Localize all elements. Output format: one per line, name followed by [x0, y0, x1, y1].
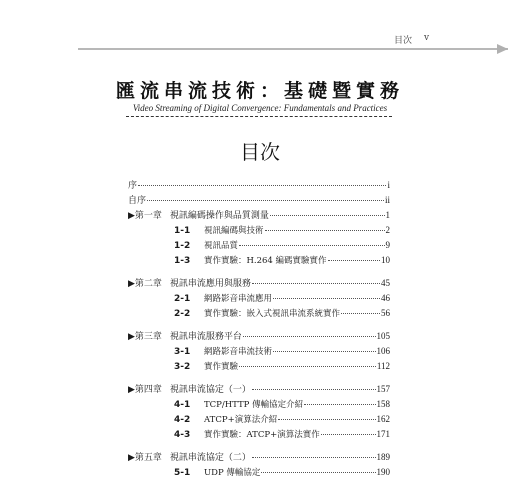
dot-leader — [341, 313, 380, 314]
toc-section-1-2[interactable] — [128, 238, 390, 253]
chapter-number: ▶第五章 — [128, 453, 162, 463]
section-page: 2 — [385, 225, 390, 235]
running-head-page-number: v — [424, 33, 430, 43]
chapter-title: 視訊串流應用與服務 — [169, 279, 251, 289]
section-page: 56 — [381, 308, 390, 318]
chapter-page: 1 — [385, 210, 390, 220]
toc-entry-page: i — [387, 180, 390, 190]
toc-section-3-1[interactable] — [128, 344, 390, 359]
book-title: 匯流串流技術：基礎暨實務 — [115, 80, 404, 102]
chapter-page: 189 — [376, 452, 390, 462]
chapter-page: 157 — [376, 384, 390, 394]
section-title: 視訊品質 — [204, 241, 239, 251]
dot-leader — [278, 419, 375, 420]
toc-chapter-2[interactable] — [128, 276, 390, 291]
toc-section-4-2[interactable] — [128, 412, 390, 427]
chapter-title: 視訊串流協定（二） — [169, 453, 251, 463]
chapter-number: ▶第一章 — [128, 211, 162, 221]
book-subtitle: Video Streaming of Digital Convergence: Fundamentals and Practices — [132, 103, 388, 113]
header-arrow-icon — [497, 44, 508, 54]
dot-leader — [252, 283, 380, 284]
dot-leader — [147, 200, 384, 201]
toc-entry-label: 自序 — [128, 196, 147, 206]
dot-leader — [243, 336, 376, 337]
section-title: ATCP+演算法介紹 — [204, 415, 278, 425]
dot-leader — [239, 245, 384, 246]
toc-chapter-1[interactable] — [128, 208, 390, 223]
toc-heading: 目次 — [240, 140, 280, 164]
dot-leader — [261, 472, 375, 473]
section-number: 1-1 — [174, 226, 191, 236]
section-page: 112 — [376, 361, 390, 371]
section-page: 190 — [376, 467, 390, 477]
section-page: 106 — [376, 346, 390, 356]
section-number: 1-3 — [174, 256, 191, 266]
section-title: UDP 傳輸協定 — [204, 468, 261, 478]
section-title: 實作實驗：嵌入式視訊串流系統實作 — [204, 309, 341, 319]
toc-entry-page: ii — [384, 195, 390, 205]
chapter-title: 視訊串流服務平台 — [169, 332, 242, 342]
section-title: 網路影音串流技術 — [204, 347, 273, 357]
dot-leader — [138, 185, 386, 186]
section-number: 2-1 — [174, 294, 191, 304]
toc-chapter-5[interactable] — [128, 450, 390, 465]
dot-leader — [273, 351, 375, 352]
chapter-title: 視訊編碼操作與品質測量 — [169, 211, 269, 221]
chapter-title: 視訊串流協定（一） — [169, 385, 251, 395]
section-title: 實作實驗：H.264 編碼實驗實作 — [204, 256, 327, 266]
chapter-number: ▶第三章 — [128, 332, 162, 342]
chapter-page: 45 — [381, 278, 390, 288]
toc-section-3-2[interactable] — [128, 359, 390, 374]
section-page: 46 — [381, 293, 390, 303]
dot-leader — [273, 298, 380, 299]
section-title: 網路影音串流應用 — [204, 294, 273, 304]
dot-leader — [328, 260, 380, 261]
chapter-page: 105 — [376, 331, 390, 341]
section-number: 3-2 — [174, 362, 191, 372]
section-number: 4-2 — [174, 415, 191, 425]
toc-section-2-2[interactable] — [128, 306, 390, 321]
section-page: 171 — [376, 429, 390, 439]
header-rule — [78, 48, 508, 50]
section-number: 3-1 — [174, 347, 191, 357]
section-number: 4-1 — [174, 400, 191, 410]
dot-leader — [321, 434, 376, 435]
section-page: 158 — [376, 399, 390, 409]
dot-leader — [239, 366, 376, 367]
toc-chapter-3[interactable] — [128, 329, 390, 344]
section-title: 視訊編碼與技術 — [204, 226, 264, 236]
toc-section-4-3[interactable] — [128, 427, 390, 442]
section-number: 1-2 — [174, 241, 191, 251]
dot-leader — [304, 404, 375, 405]
toc-chapter-4[interactable] — [128, 382, 390, 397]
dot-leader — [265, 230, 385, 231]
section-title: 實作實驗 — [204, 362, 239, 372]
chapter-number: ▶第四章 — [128, 385, 162, 395]
toc-section-2-1[interactable] — [128, 291, 390, 306]
chapter-number: ▶第二章 — [128, 279, 162, 289]
toc-section-1-3[interactable] — [128, 253, 390, 268]
toc-list — [128, 178, 390, 480]
toc-entry-label: 序 — [128, 181, 138, 191]
section-number: 2-2 — [174, 309, 191, 319]
toc-entry-preface[interactable] — [128, 178, 390, 193]
dot-leader — [252, 457, 376, 458]
toc-entry-author-preface[interactable] — [128, 193, 390, 208]
dashed-divider — [126, 116, 392, 117]
section-page: 10 — [381, 255, 390, 265]
section-number: 4-3 — [174, 430, 191, 440]
section-page: 9 — [385, 240, 390, 250]
section-title: 實作實驗：ATCP+演算法實作 — [204, 430, 320, 440]
running-head-title: 目次 — [393, 36, 412, 46]
toc-section-1-1[interactable] — [128, 223, 390, 238]
section-number: 5-1 — [174, 468, 191, 478]
section-page: 162 — [376, 414, 390, 424]
dot-leader — [270, 215, 385, 216]
dot-leader — [252, 389, 376, 390]
toc-section-4-1[interactable] — [128, 397, 390, 412]
toc-section-5-1[interactable] — [128, 465, 390, 480]
section-title: TCP/HTTP 傳輸協定介紹 — [204, 400, 304, 410]
